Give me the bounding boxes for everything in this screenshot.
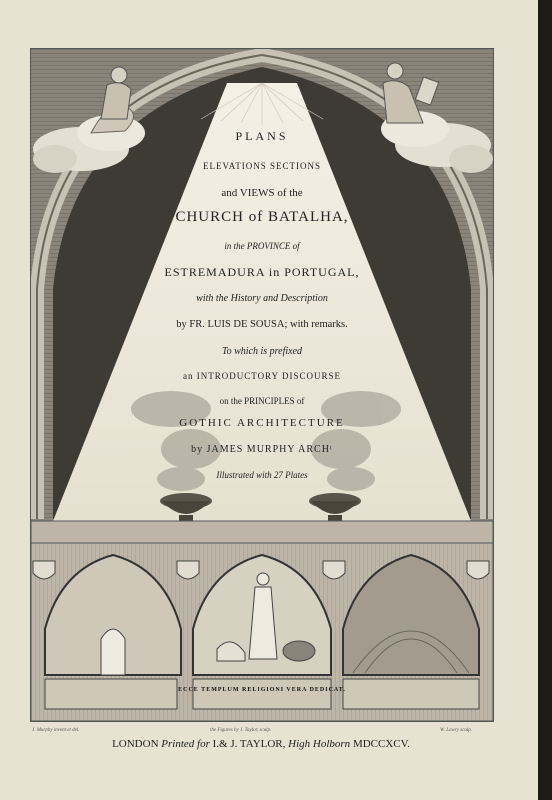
- credit-center: the Figures by J. Taylor, sculp.: [210, 728, 272, 733]
- title-author: by FR. LUIS DE SOUSA; with remarks.: [176, 319, 348, 330]
- imprint: [30, 738, 492, 750]
- title-prefixed: To which is prefixed: [221, 346, 303, 357]
- title-province: in the PROVINCE of: [224, 241, 300, 251]
- cornice: [31, 521, 493, 543]
- credit-left: J. Murphy invent et del.: [32, 728, 80, 733]
- imprint-year: MDCCXCV.: [352, 738, 410, 750]
- title-history: with the History and Description: [196, 293, 328, 304]
- title-murphy: by JAMES MURPHY ARCHᵗ: [191, 444, 333, 455]
- imprint-city: LONDON: [112, 738, 159, 750]
- left-plinth-panel: [45, 679, 177, 709]
- right-plinth-panel: [343, 679, 479, 709]
- engraving-illustration: [31, 49, 493, 721]
- book-spine: [538, 0, 552, 800]
- title-estremadura: ESTREMADURA in PORTUGAL,: [164, 265, 360, 279]
- engraved-plate: [30, 48, 494, 722]
- title-elevations: ELEVATIONS SECTIONS: [202, 161, 322, 171]
- title-church: CHURCH of BATALHA,: [175, 209, 349, 225]
- imprint-publisher: I.& J. TAYLOR,: [212, 738, 286, 750]
- motto-inscription: ECCE TEMPLUM RELIGIONI VERA DEDICAT.: [178, 687, 346, 693]
- credit-right: W. Lowry sculp.: [440, 728, 473, 733]
- imprint-printed-for: Printed for: [161, 738, 210, 750]
- title-views: and VIEWS of the: [221, 187, 303, 199]
- imprint-address: High Holborn: [288, 738, 351, 750]
- title-illustrated: Illustrated with 27 Plates: [216, 470, 308, 480]
- title-plans: PLANS: [235, 129, 289, 143]
- title-introductory: an INTRODUCTORY DISCOURSE: [182, 371, 341, 381]
- center-plinth-panel: [193, 679, 331, 709]
- title-principles: on the PRINCIPLES of: [219, 396, 305, 406]
- title-gothic: GOTHIC ARCHITECTURE: [179, 417, 345, 429]
